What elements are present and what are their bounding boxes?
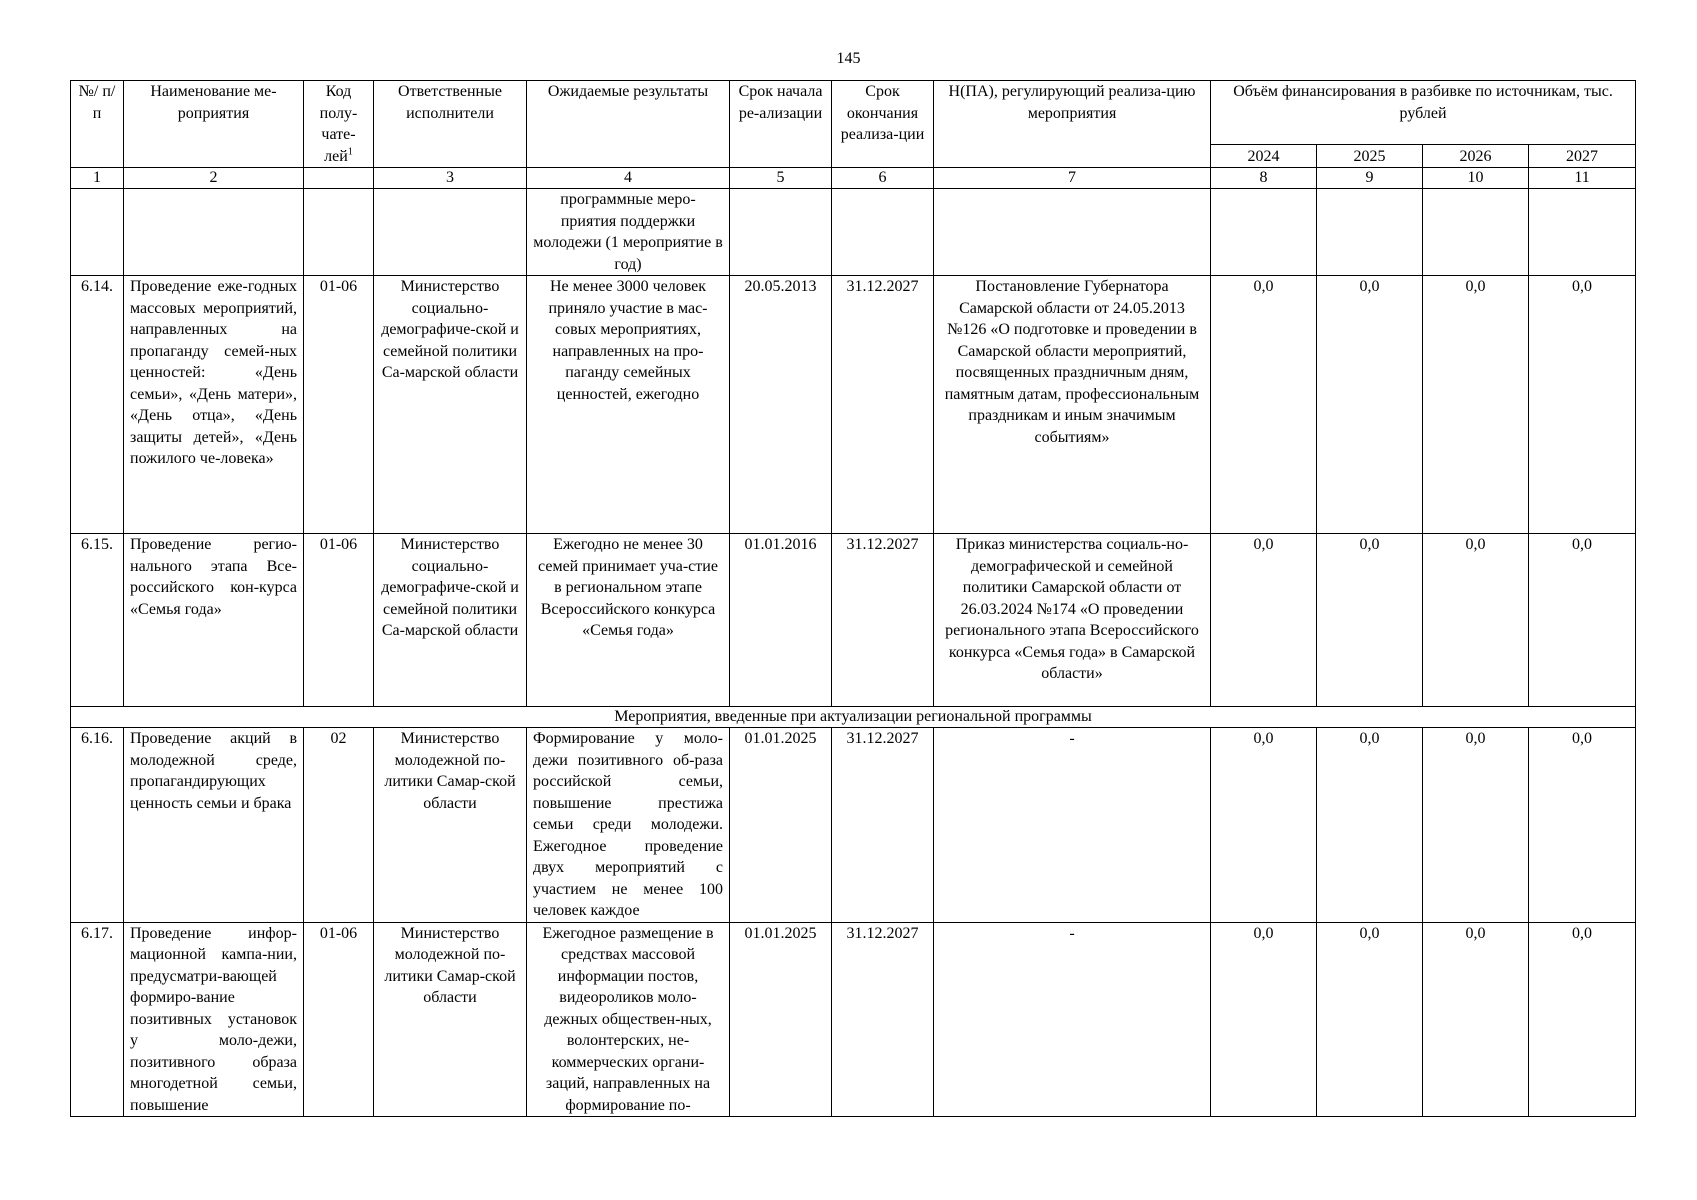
row-fin-2026: 0,0 bbox=[1423, 922, 1529, 1117]
column-index: 2 bbox=[124, 168, 304, 189]
row-name: Проведение регио-нального этапа Все-российского кон-курса «Семья года» bbox=[124, 534, 304, 707]
section-row bbox=[71, 707, 1636, 728]
cell bbox=[1529, 189, 1636, 276]
row-npa: - bbox=[934, 922, 1211, 1117]
row-code: 01-06 bbox=[304, 276, 374, 534]
header-npa: Н(ПА), регулирующий реализа-цию мероприятия bbox=[934, 81, 1211, 168]
column-index: 7 bbox=[934, 168, 1211, 189]
row-code: 02 bbox=[304, 728, 374, 923]
header-year: 2024 bbox=[1211, 145, 1317, 168]
column-index: 11 bbox=[1529, 168, 1636, 189]
column-index: 6 bbox=[832, 168, 934, 189]
row-fin-2025: 0,0 bbox=[1317, 534, 1423, 707]
column-index: 8 bbox=[1211, 168, 1317, 189]
header-num: №/ п/п bbox=[71, 81, 124, 168]
row-fin-2024: 0,0 bbox=[1211, 728, 1317, 923]
cell bbox=[1423, 189, 1529, 276]
row-fin-2025: 0,0 bbox=[1317, 922, 1423, 1117]
row-num: 6.15. bbox=[71, 534, 124, 707]
row-fin-2024: 0,0 bbox=[1211, 534, 1317, 707]
header-results: Ожидаемые результаты bbox=[527, 81, 730, 168]
column-index: 4 bbox=[527, 168, 730, 189]
row-npa: - bbox=[934, 728, 1211, 923]
header-code-footnote: 1 bbox=[347, 146, 353, 158]
header-start: Срок начала ре-ализации bbox=[730, 81, 832, 168]
cell bbox=[1211, 189, 1317, 276]
row-code: 01-06 bbox=[304, 922, 374, 1117]
row-name: Проведение акций в молодежной среде, пропагандирующих ценность семьи и брака bbox=[124, 728, 304, 923]
column-index bbox=[304, 168, 374, 189]
header-year: 2026 bbox=[1423, 145, 1529, 168]
header-responsible: Ответственные исполнители bbox=[374, 81, 527, 168]
table-row-continuation bbox=[71, 189, 1636, 276]
header-end: Срок окончания реализа-ции bbox=[832, 81, 934, 168]
row-start: 20.05.2013 bbox=[730, 276, 832, 534]
row-fin-2027: 0,0 bbox=[1529, 728, 1636, 923]
header-code bbox=[304, 81, 374, 168]
header-name: Наименование ме-роприятия bbox=[124, 81, 304, 168]
row-num: 6.16. bbox=[71, 728, 124, 923]
row-results: Ежегодно не менее 30 семей принимает уча-стие в региональном этапе Всероссийского конкурса «Семья года» bbox=[527, 534, 730, 707]
row-end: 31.12.2027 bbox=[832, 922, 934, 1117]
row-start: 01.01.2016 bbox=[730, 534, 832, 707]
row-responsible: Министерство социально-демографиче-ской и семейной политики Са-марской области bbox=[374, 276, 527, 534]
row-num: 6.17. bbox=[71, 922, 124, 1117]
cell bbox=[832, 189, 934, 276]
row-start: 01.01.2025 bbox=[730, 728, 832, 923]
cell bbox=[934, 189, 1211, 276]
column-index-row bbox=[71, 168, 1636, 189]
cell bbox=[124, 189, 304, 276]
column-index: 5 bbox=[730, 168, 832, 189]
row-fin-2027: 0,0 bbox=[1529, 276, 1636, 534]
row-name: Проведение еже-годных массовых мероприятий, направленных на пропаганду семей-ных ценностей: «День семьи», «День матери», «День отца», «День защиты детей», «День пожилого че-ловека» bbox=[124, 276, 304, 534]
header-year: 2025 bbox=[1317, 145, 1423, 168]
row-results: Ежегодное размещение в средствах массовой информации постов, видеороликов моло-дежных обществен-ных, волонтерских, не-коммерческих органи-заций, направленных на формирование по- bbox=[527, 922, 730, 1117]
row-end: 31.12.2027 bbox=[832, 276, 934, 534]
column-index: 3 bbox=[374, 168, 527, 189]
row-end: 31.12.2027 bbox=[832, 534, 934, 707]
row-npa: Постановление Губернатора Самарской области от 24.05.2013 №126 «О подготовке и проведении в Самарской области мероприятий, посвященных праздничным дням, памятным датам, профессиональным праздникам и иным значимым событиям» bbox=[934, 276, 1211, 534]
row-results: Формирование у моло-дежи позитивного об-раза российской семьи, повышение престижа семьи среди молодежи. Ежегодное проведение двух мероприятий с участием не менее 100 человек каждое bbox=[527, 728, 730, 923]
row-start: 01.01.2025 bbox=[730, 922, 832, 1117]
cell bbox=[1317, 189, 1423, 276]
table-header-row bbox=[71, 81, 1636, 145]
row-responsible: Министерство молодежной по-литики Самар-ской области bbox=[374, 922, 527, 1117]
header-year: 2027 bbox=[1529, 145, 1636, 168]
row-fin-2025: 0,0 bbox=[1317, 276, 1423, 534]
row-fin-2024: 0,0 bbox=[1211, 276, 1317, 534]
header-finance: Объём финансирования в разбивке по источникам, тыс. рублей bbox=[1211, 81, 1636, 145]
row-responsible: Министерство молодежной по-литики Самар-ской области bbox=[374, 728, 527, 923]
row-name: Проведение инфор-мационной кампа-нии, предусматри-вающей формиро-вание позитивных установок у моло-дежи, позитивного образа многодетной семьи, повышение bbox=[124, 922, 304, 1117]
row-code: 01-06 bbox=[304, 534, 374, 707]
results-cell: программные меро-приятия поддержки молодежи (1 мероприятие в год) bbox=[527, 189, 730, 276]
row-responsible: Министерство социально-демографиче-ской и семейной политики Са-марской области bbox=[374, 534, 527, 707]
table-row bbox=[71, 276, 1636, 534]
row-fin-2026: 0,0 bbox=[1423, 728, 1529, 923]
section-title: Мероприятия, введенные при актуализации региональной программы bbox=[71, 707, 1636, 728]
row-fin-2024: 0,0 bbox=[1211, 922, 1317, 1117]
column-index: 10 bbox=[1423, 168, 1529, 189]
row-fin-2027: 0,0 bbox=[1529, 922, 1636, 1117]
column-index: 1 bbox=[71, 168, 124, 189]
cell bbox=[304, 189, 374, 276]
cell bbox=[71, 189, 124, 276]
cell bbox=[374, 189, 527, 276]
row-end: 31.12.2027 bbox=[832, 728, 934, 923]
header-code-text: Код полу-чате-лей bbox=[319, 83, 358, 165]
row-fin-2026: 0,0 bbox=[1423, 534, 1529, 707]
table-row bbox=[71, 922, 1636, 1117]
cell bbox=[730, 189, 832, 276]
program-activities-table bbox=[70, 80, 1636, 1117]
page-number: 145 bbox=[836, 50, 861, 67]
row-fin-2026: 0,0 bbox=[1423, 276, 1529, 534]
table-row bbox=[71, 534, 1636, 707]
row-results: Не менее 3000 человек приняло участие в мас-совых мероприятиях, направленных на про-паганду семейных ценностей, ежегодно bbox=[527, 276, 730, 534]
row-num: 6.14. bbox=[71, 276, 124, 534]
row-fin-2027: 0,0 bbox=[1529, 534, 1636, 707]
column-index: 9 bbox=[1317, 168, 1423, 189]
row-npa: Приказ министерства социаль-но-демографической и семейной политики Самарской области от 26.03.2024 №174 «О проведении регионального этапа Всероссийского конкурса «Семья года» в Самарской области» bbox=[934, 534, 1211, 707]
table-row bbox=[71, 728, 1636, 923]
row-fin-2025: 0,0 bbox=[1317, 728, 1423, 923]
